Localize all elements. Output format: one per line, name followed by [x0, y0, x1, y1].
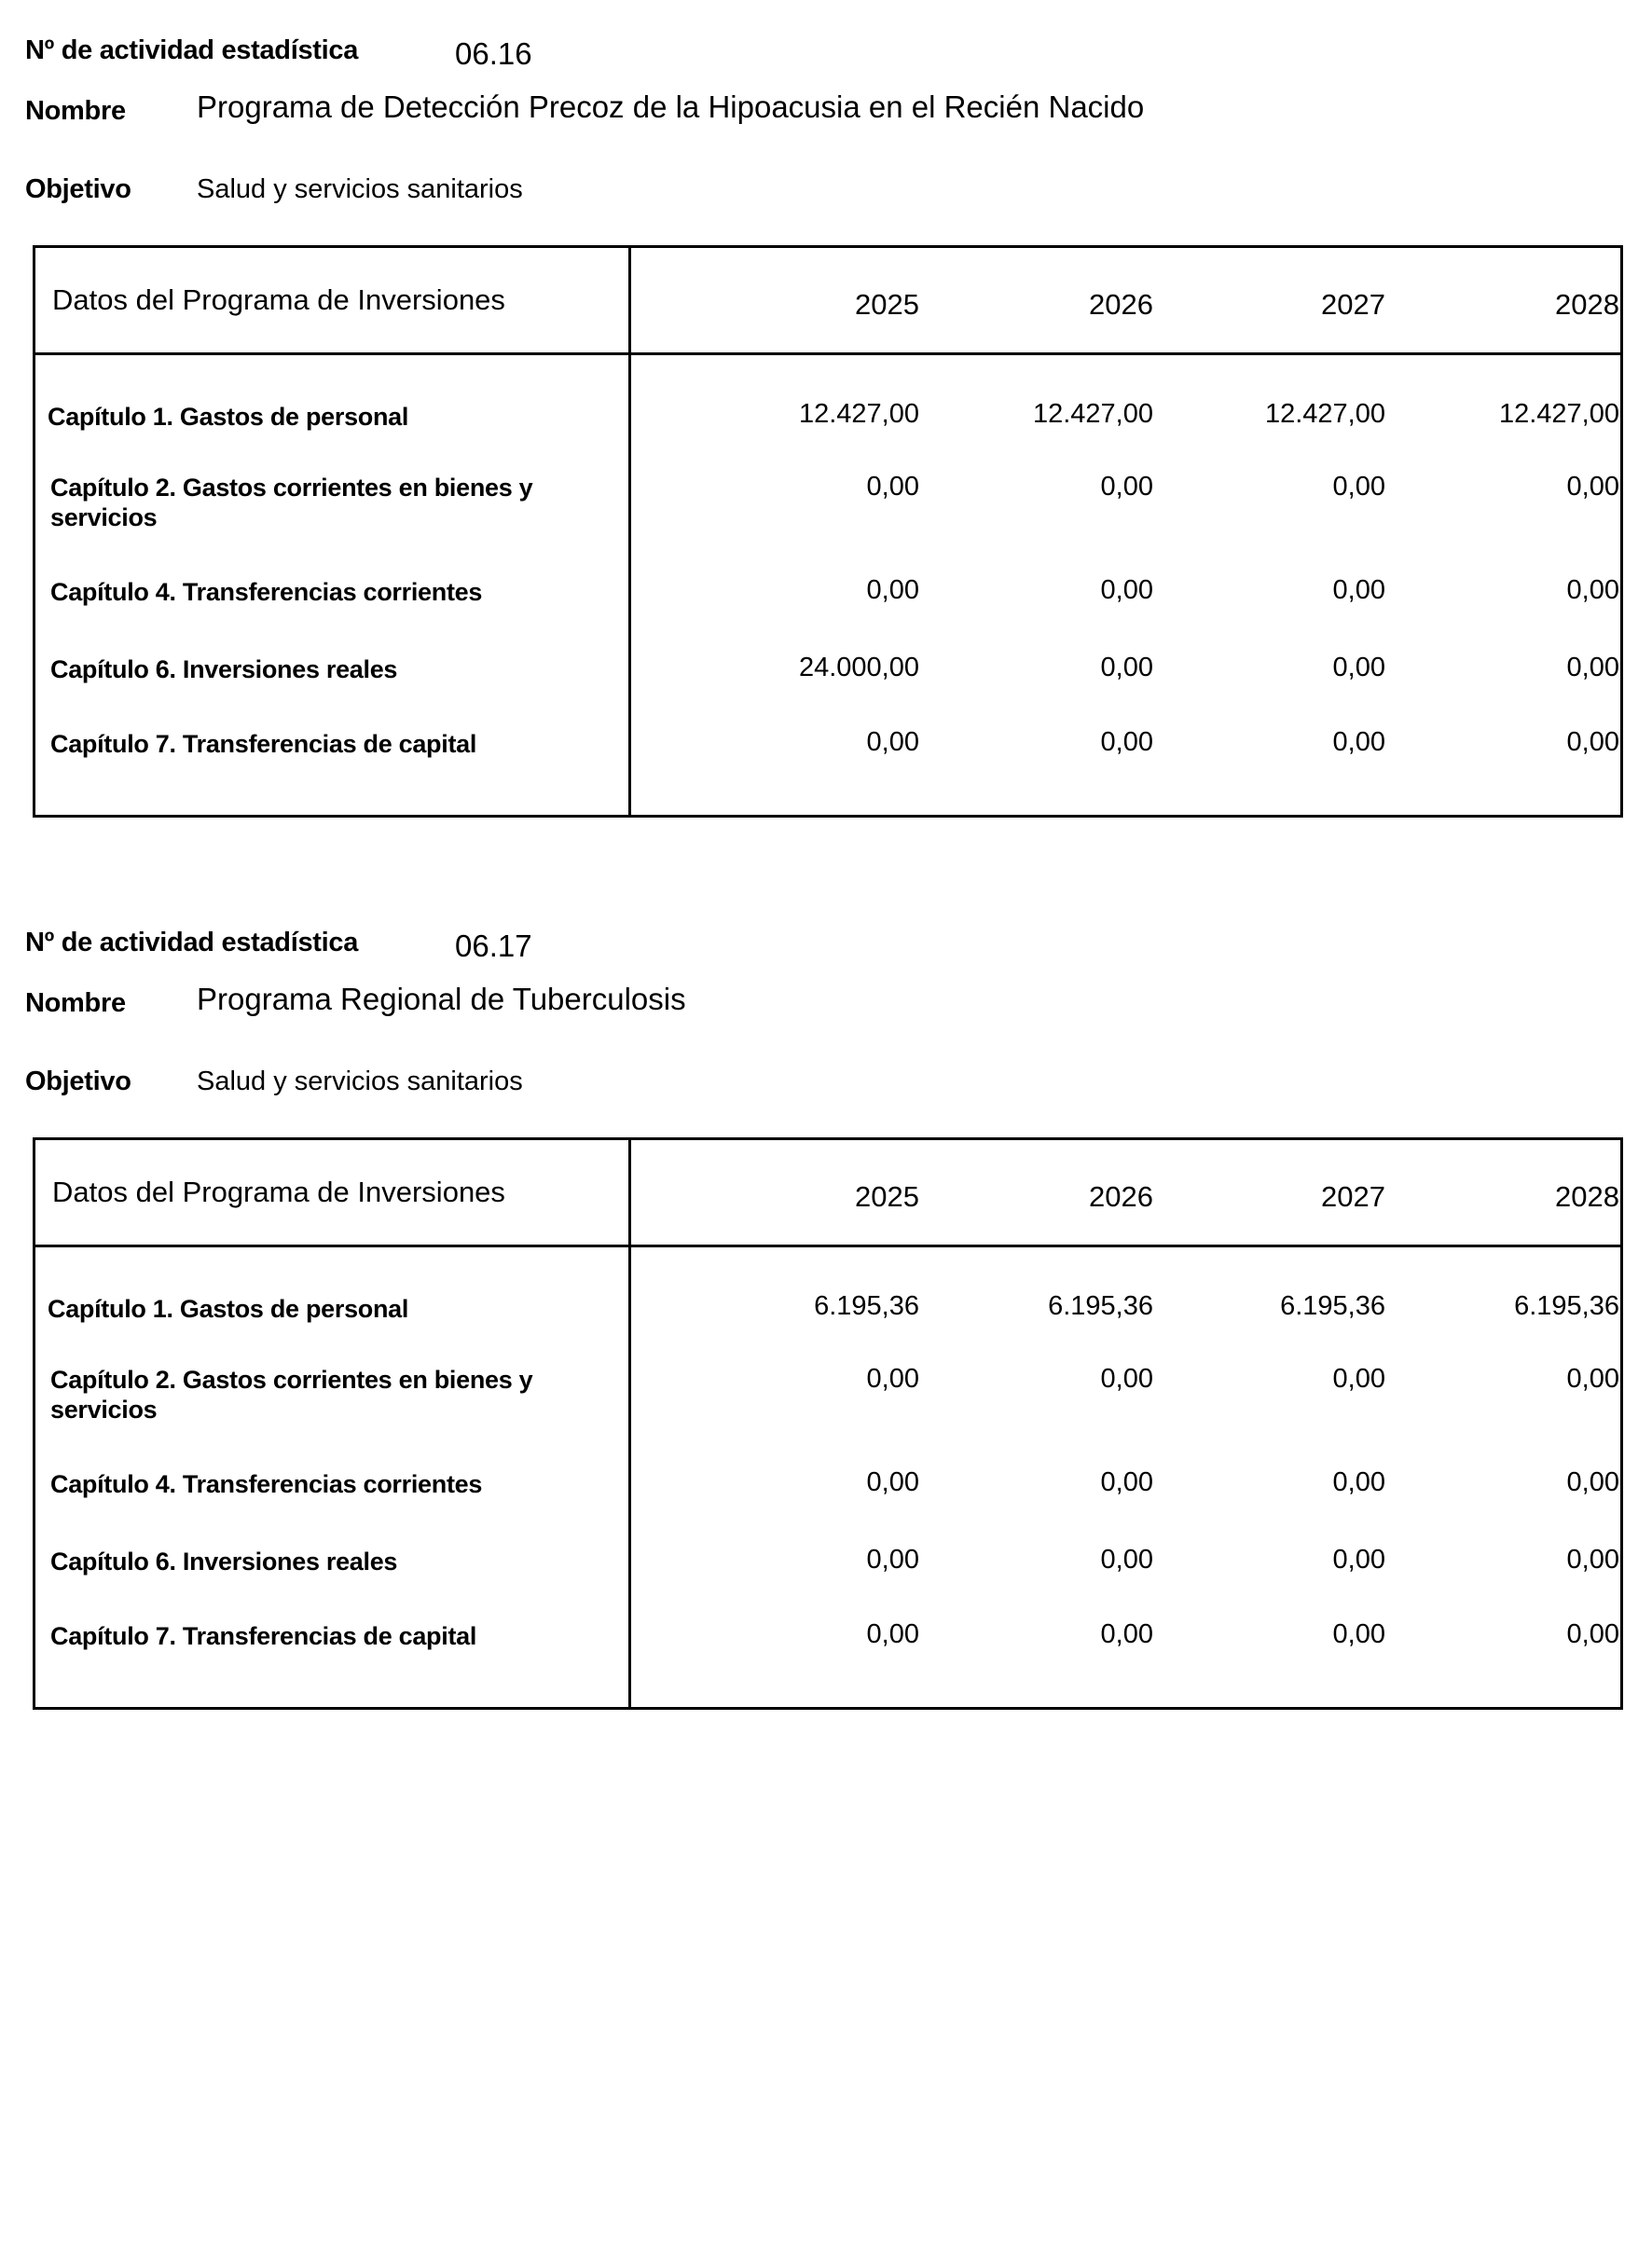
table-cell: 0,00: [1566, 575, 1619, 605]
table-cell: 0,00: [1566, 727, 1619, 757]
table-title: Datos del Programa de Inversiones: [52, 283, 505, 316]
activity-number-label: Nº de actividad estadística: [25, 35, 359, 65]
table-cell: 12.427,00: [1264, 399, 1385, 429]
table-cell: 0,00: [866, 1467, 919, 1497]
table-cell: 12.427,00: [1032, 399, 1153, 429]
table-cell: 12.427,00: [1498, 399, 1619, 429]
objective-label: Objetivo: [25, 1067, 131, 1096]
table-cell: 0,00: [1332, 472, 1385, 502]
table-cell: 0,00: [1332, 727, 1385, 757]
table-cell: 6.195,36: [1514, 1291, 1619, 1321]
table-cell: 0,00: [1332, 1467, 1385, 1497]
table-cell: 0,00: [1566, 1619, 1619, 1649]
table-cell: 0,00: [866, 1364, 919, 1394]
table-row-label: Capítulo 2. Gastos corrientes en bienes y servicios: [50, 1366, 533, 1424]
table-cell: 0,00: [1100, 1364, 1153, 1394]
table-cell: 0,00: [1100, 653, 1153, 682]
table-cell: 0,00: [1332, 653, 1385, 682]
table-cell: 6.195,36: [1048, 1291, 1153, 1321]
table-cell: 0,00: [1566, 1545, 1619, 1575]
table-cell: 0,00: [1100, 1545, 1153, 1575]
program-name: Programa Regional de Tuberculosis: [197, 982, 686, 1016]
table-cell: 0,00: [1100, 1619, 1153, 1649]
table-cell: 0,00: [1332, 575, 1385, 605]
year-header: 2028: [1555, 288, 1619, 321]
program-name: Programa de Detección Precoz de la Hipoacusia en el Recién Nacido: [197, 89, 1145, 124]
table-row-label: Capítulo 1. Gastos de personal: [48, 403, 409, 431]
table-row-label: Capítulo 6. Inversiones reales: [50, 1548, 398, 1576]
activity-code: 06.16: [455, 36, 532, 71]
table-cell: 12.427,00: [798, 399, 919, 429]
table-row-label: Capítulo 7. Transferencias de capital: [50, 1622, 477, 1650]
table-cell: 0,00: [866, 1619, 919, 1649]
objective-label: Objetivo: [25, 174, 131, 204]
table-cell: 0,00: [1566, 472, 1619, 502]
year-header: 2025: [855, 1180, 919, 1213]
program-objective: Salud y servicios sanitarios: [197, 1067, 523, 1096]
table-cell: 0,00: [1332, 1619, 1385, 1649]
year-header: 2025: [855, 288, 919, 321]
year-header: 2027: [1321, 288, 1385, 321]
table-cell: 0,00: [1566, 1467, 1619, 1497]
table-cell: 0,00: [1100, 472, 1153, 502]
table-cell: 0,00: [1332, 1545, 1385, 1575]
year-header: 2028: [1555, 1180, 1619, 1213]
table-row-label: Capítulo 1. Gastos de personal: [48, 1295, 409, 1323]
table-cell: 0,00: [1100, 575, 1153, 605]
table-row-label: Capítulo 4. Transferencias corrientes: [50, 578, 483, 606]
investment-table: [33, 245, 1623, 818]
year-header: 2026: [1089, 288, 1153, 321]
table-cell: 0,00: [1100, 1467, 1153, 1497]
table-cell: 0,00: [1332, 1364, 1385, 1394]
table-row-label: Capítulo 2. Gastos corrientes en bienes y servicios: [50, 474, 533, 531]
table-cell: 0,00: [866, 1545, 919, 1575]
table-row-label: Capítulo 6. Inversiones reales: [50, 655, 398, 683]
activity-code: 06.17: [455, 929, 532, 963]
activity-number-label: Nº de actividad estadística: [25, 928, 359, 957]
table-title: Datos del Programa de Inversiones: [52, 1176, 505, 1208]
header-divider: [35, 352, 1620, 355]
table-cell: 0,00: [1566, 653, 1619, 682]
investment-table: [33, 1137, 1623, 1710]
year-header: 2027: [1321, 1180, 1385, 1213]
name-label: Nombre: [25, 988, 126, 1018]
year-header: 2026: [1089, 1180, 1153, 1213]
table-cell: 0,00: [866, 472, 919, 502]
name-label: Nombre: [25, 96, 126, 126]
table-row-label: Capítulo 7. Transferencias de capital: [50, 730, 477, 758]
program-objective: Salud y servicios sanitarios: [197, 174, 523, 204]
column-divider: [628, 1140, 631, 1707]
table-cell: 6.195,36: [814, 1291, 919, 1321]
table-cell: 6.195,36: [1280, 1291, 1385, 1321]
table-row-label: Capítulo 4. Transferencias corrientes: [50, 1470, 483, 1498]
table-cell: 24.000,00: [798, 653, 919, 682]
table-cell: 0,00: [1566, 1364, 1619, 1394]
table-cell: 0,00: [1100, 727, 1153, 757]
table-cell: 0,00: [866, 727, 919, 757]
header-divider: [35, 1245, 1620, 1247]
column-divider: [628, 248, 631, 815]
table-cell: 0,00: [866, 575, 919, 605]
